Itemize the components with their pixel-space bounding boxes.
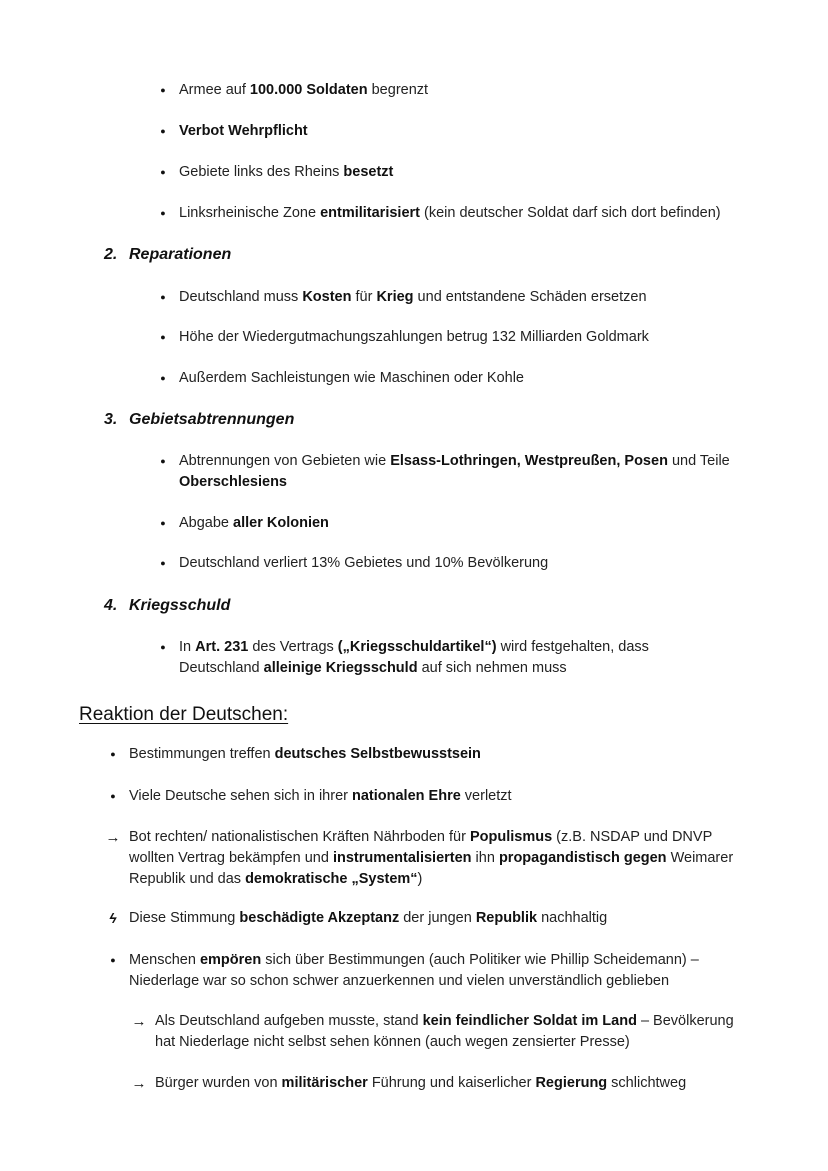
list-item — [179, 553, 779, 574]
text-segment: (kein deutscher Soldat darf sich dort befinden) — [419, 205, 721, 221]
text-segment: Führung und kaiserlicher — [367, 1075, 536, 1091]
bold-text: militärischer — [281, 1075, 368, 1091]
bold-text: Regierung — [535, 1075, 608, 1091]
arrow-right-icon: → — [131, 1013, 147, 1030]
text-segment: und entstandene Schäden ersetzen — [413, 289, 647, 305]
bold-text: entmilitarisiert — [320, 205, 420, 221]
list-item — [109, 908, 769, 929]
text-segment: für — [351, 289, 377, 305]
section-number: 2. — [104, 246, 118, 263]
list-item — [179, 327, 779, 348]
list-item — [129, 786, 769, 807]
text-segment: Viele Deutsche sehen sich in ihrer — [129, 788, 352, 804]
bold-text: aller Kolonien — [233, 515, 329, 531]
text-segment: Gebiete links des Rheins — [179, 164, 344, 180]
bullet-icon — [153, 637, 173, 660]
section-number: 3. — [104, 411, 118, 428]
bold-text: deutsches Selbstbewusstsein — [274, 746, 481, 762]
bold-text: beschädigte Akzeptanz — [239, 910, 400, 926]
list-item — [131, 1011, 755, 1053]
bullet-icon — [153, 451, 173, 474]
bold-text: demokratische „System“ — [245, 871, 418, 887]
bold-text: 100.000 Soldaten — [249, 82, 368, 98]
section-title: Reparationen — [129, 246, 232, 263]
text-segment: Linksrheinische Zone — [179, 205, 321, 221]
bullet-icon — [153, 327, 173, 350]
text-segment: der jungen — [399, 910, 476, 926]
text-segment: Diese Stimmung — [129, 910, 240, 926]
list-item — [129, 744, 769, 765]
list-item — [179, 121, 779, 142]
list-item — [179, 637, 704, 679]
list-item — [105, 827, 759, 890]
text-segment: und Teile — [667, 453, 730, 469]
list-item — [179, 513, 779, 534]
bold-text: Verbot Wehrpflicht — [179, 123, 308, 139]
bullet-icon — [153, 368, 173, 391]
bullet-icon — [153, 121, 173, 144]
bold-text: propagandistisch gegen — [498, 850, 667, 866]
lightning-icon: ϟ — [109, 910, 117, 926]
text-segment: Abgabe — [179, 515, 234, 531]
section-number: 4. — [104, 597, 118, 614]
bold-text: nationalen Ehre — [352, 788, 461, 804]
bold-text: Oberschlesiens — [179, 474, 287, 490]
text-segment: verletzt — [460, 788, 512, 804]
text-segment: Abtrennungen von Gebieten wie — [179, 453, 391, 469]
bold-text: Populismus — [469, 829, 553, 845]
bold-text: besetzt — [343, 164, 394, 180]
text-segment: Menschen — [129, 952, 200, 968]
text-segment: Weimarer Republik und das — [129, 850, 734, 887]
text-segment: Deutschland muss — [179, 289, 303, 305]
list-item — [129, 950, 739, 992]
bold-text: empören — [199, 952, 262, 968]
bold-text: Krieg — [376, 289, 414, 305]
text-segment: Armee auf — [179, 82, 250, 98]
section-heading-reparationen — [104, 244, 231, 266]
text-segment: begrenzt — [367, 82, 429, 98]
text-segment: Höhe der Wiedergutmachungszahlungen betrug 132 Milliarden Goldmark — [179, 329, 649, 345]
arrow-right-icon: → — [105, 829, 121, 846]
section-heading-gebietsabtrennungen — [104, 409, 294, 431]
section-title-reaktion: Reaktion der Deutschen: — [79, 704, 289, 725]
section-heading-kriegsschuld — [104, 595, 230, 617]
text-segment: des Vertrags — [248, 639, 338, 655]
text-segment: In — [179, 639, 196, 655]
bold-text: alleinige Kriegsschuld — [263, 660, 418, 676]
text-segment: Bürger wurden von — [155, 1075, 282, 1091]
bold-text: („Kriegsschuldartikel“) — [337, 639, 497, 655]
bold-text: Kosten — [302, 289, 352, 305]
list-item — [179, 451, 764, 493]
bold-text: instrumentalisierten — [332, 850, 472, 866]
text-segment: – Bevölkerung hat Niederlage nicht selbst sehen können (auch wegen zensierter Presse) — [155, 1013, 734, 1050]
bullet-icon — [103, 786, 123, 809]
list-item — [179, 203, 799, 224]
text-segment: Deutschland verliert 13% Gebietes und 10% Bevölkerung — [179, 555, 549, 571]
bullet-icon — [153, 80, 173, 103]
list-item — [179, 287, 779, 308]
bold-text: Republik — [475, 910, 538, 926]
bold-text: Elsass-Lothringen, Westpreußen, Posen — [390, 453, 668, 469]
bold-text: Art. 231 — [195, 639, 249, 655]
text-segment: Bestimmungen treffen — [129, 746, 275, 762]
list-item — [179, 368, 779, 389]
text-segment: Als Deutschland aufgeben musste, stand — [155, 1013, 423, 1029]
text-segment: Außerdem Sachleistungen wie Maschinen oder Kohle — [179, 370, 524, 386]
list-item — [131, 1073, 755, 1094]
text-segment: sich über Bestimmungen (auch Politiker wie Phillip Scheidemann) – Niederlage war so schon schwer anzuerkennen und vielen unverständlich geblieben — [129, 952, 699, 989]
text-segment: nachhaltig — [537, 910, 608, 926]
section-title: Kriegsschuld — [129, 597, 231, 614]
bullet-icon — [103, 950, 123, 973]
arrow-right-icon: → — [131, 1075, 147, 1092]
text-segment: wird festgehalten, dass Deutschland — [179, 639, 649, 676]
bullet-icon — [153, 513, 173, 536]
bold-text: kein feindlicher Soldat im Land — [422, 1013, 637, 1029]
section-title: Gebietsabtrennungen — [129, 411, 295, 428]
text-segment: (z.B. NSDAP und DNVP wollten Vertrag bekämpfen und — [129, 829, 712, 866]
text-segment: schlichtweg — [607, 1075, 687, 1091]
text-segment: auf sich nehmen muss — [417, 660, 567, 676]
bullet-icon — [153, 287, 173, 310]
list-item — [179, 162, 779, 183]
text-segment: Bot rechten/ nationalistischen Kräften Nährboden für — [129, 829, 470, 845]
text-segment: ) — [417, 871, 423, 887]
list-item — [179, 80, 779, 101]
bullet-icon — [153, 162, 173, 185]
bullet-icon — [153, 553, 173, 576]
bullet-icon — [103, 744, 123, 767]
text-segment: ihn — [471, 850, 499, 866]
bullet-icon — [153, 203, 173, 226]
